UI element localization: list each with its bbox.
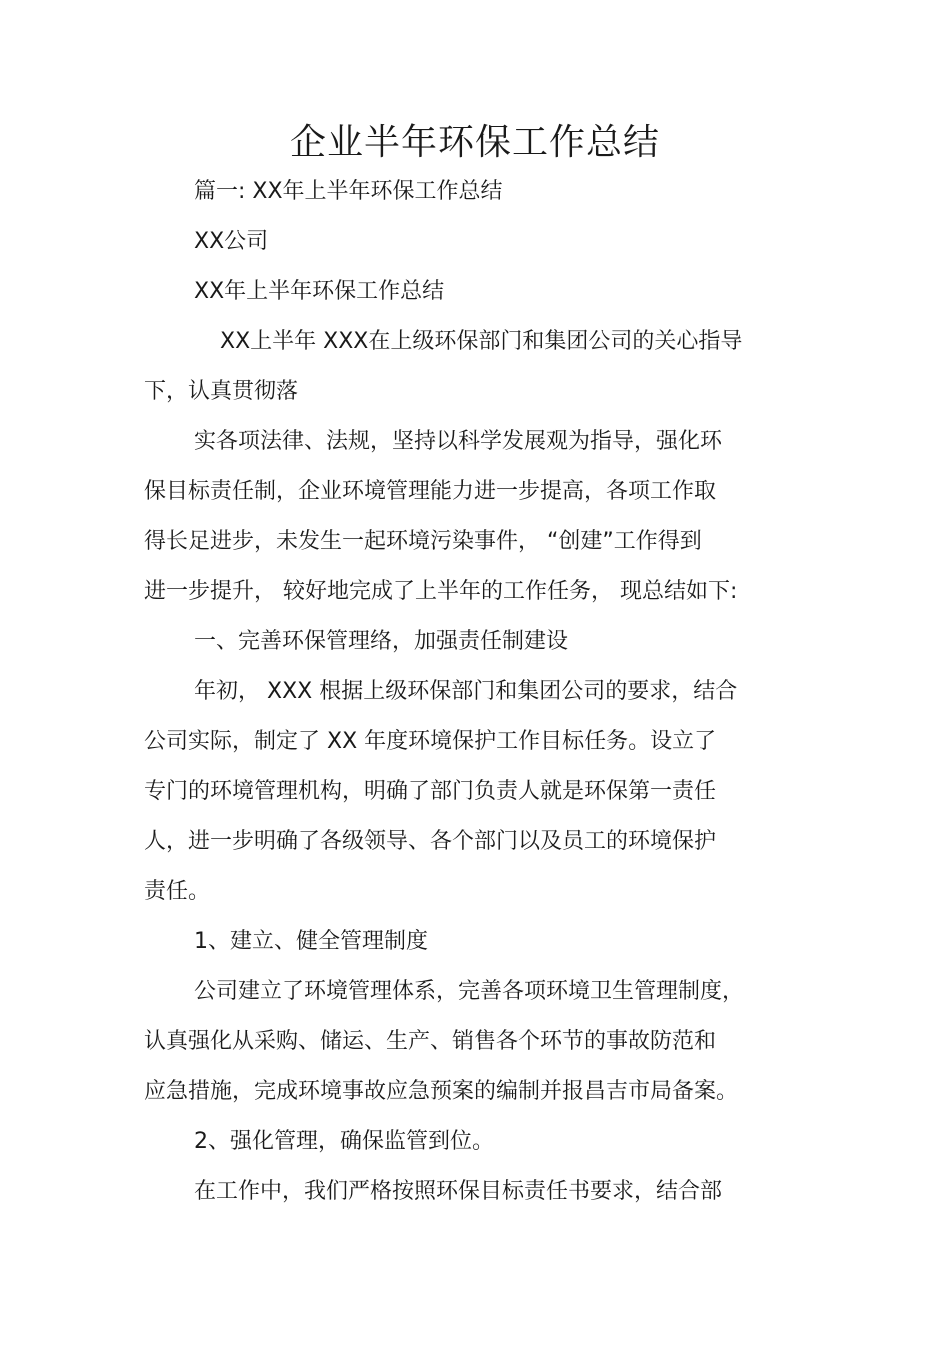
subsection-heading: 2、强化管理，确保监管到位。: [194, 1129, 494, 1154]
text-line: 认真强化从采购、储运、生产、销售各个环节的事故防范和: [144, 1029, 717, 1054]
text-line: 专门的环境管理机构，明确了部门负责人就是环保第一责任: [144, 779, 717, 804]
text-line: 公司建立了环境管理体系，完善各项环境卫生管理制度，: [194, 979, 745, 1004]
text-line: 公司实际，制定了 XX 年度环境保护工作目标任务。设立了: [144, 729, 717, 754]
text-line: XX公司: [194, 229, 269, 254]
text-line: 年初， XXX 根据上级环保部门和集团公司的要求，结合: [194, 679, 738, 704]
text-line: XX上半年 XXX在上级环保部门和集团公司的关心指导: [220, 329, 743, 354]
text-line: 下，认真贯彻落: [144, 379, 299, 404]
text-line: 应急措施，完成环境事故应急预案的编制并报昌吉市局备案。: [144, 1079, 739, 1104]
text-line: 在工作中，我们严格按照环保目标责任书要求，结合部: [194, 1179, 723, 1204]
text-line: 实各项法律、法规，坚持以科学发展观为指导，强化环: [194, 429, 723, 454]
document-title: 企业半年环保工作总结: [289, 122, 660, 163]
text-line: XX年上半年环保工作总结: [194, 279, 445, 304]
text-line: 篇一: XX年上半年环保工作总结: [194, 179, 503, 204]
text-line: 人，进一步明确了各级领导、各个部门以及员工的环境保护: [144, 829, 717, 854]
text-line: 得长足进步，未发生一起环境污染事件， “创建”工作得到: [144, 529, 702, 554]
text-line: 责任。: [144, 879, 211, 904]
subsection-heading: 1、建立、健全管理制度: [194, 929, 428, 954]
text-line: 进一步提升， 较好地完成了上半年的工作任务， 现总结如下:: [144, 579, 738, 604]
section-heading: 一、完善环保管理络，加强责任制建设: [194, 629, 569, 654]
text-line: 保目标责任制，企业环境管理能力进一步提高，各项工作取: [144, 479, 717, 504]
